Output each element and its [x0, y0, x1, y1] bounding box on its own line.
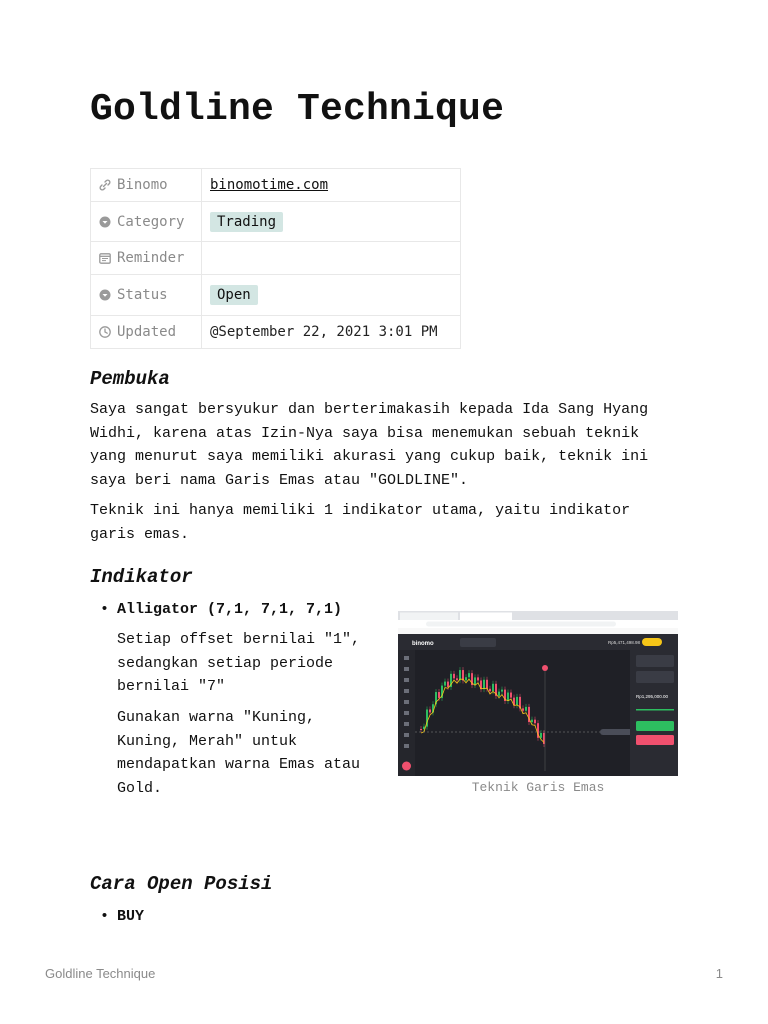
property-row-binomo [91, 169, 461, 202]
candle-body [429, 709, 431, 712]
info-bar [398, 628, 678, 634]
candle-body [498, 692, 500, 696]
paragraph-indikator-2: Gunakan warna "Kuning, Kuning, Merah" untuk mendapatkan warna Emas atau Gold. [117, 709, 361, 797]
property-key: Category [91, 202, 202, 242]
heading-cara-open-posisi: Cara Open Posisi [90, 873, 273, 895]
down-button [636, 735, 674, 745]
paragraph-pembuka-2: Teknik ini hanya memiliki 1 indikator utama, yaitu indikator garis emas. [90, 502, 631, 543]
calendar-icon [99, 252, 111, 264]
deposit-button [642, 638, 662, 646]
candle-body [531, 720, 533, 722]
balance-readout: Rp5,471,498.98 [608, 640, 641, 645]
candle-body [510, 693, 512, 698]
link-icon [99, 179, 111, 191]
payout-readout: Rp1,295,000.00 [636, 694, 669, 699]
footer-page-number: 1 [715, 966, 723, 981]
list-item [100, 908, 144, 925]
property-key: Reminder [91, 242, 202, 275]
candle-body [456, 678, 458, 680]
brand-logo: binomo [412, 641, 434, 647]
sidebar-icon [404, 711, 409, 715]
property-value[interactable] [202, 202, 461, 242]
candle-body [489, 689, 491, 691]
sidebar-badge [402, 762, 411, 771]
heading-pembuka: Pembuka [90, 368, 170, 390]
candle-body [534, 720, 536, 724]
candle-body [447, 682, 449, 687]
page-title: Goldline Technique [90, 88, 505, 131]
sidebar-icon [404, 700, 409, 704]
bullet-buy: BUY [117, 908, 145, 925]
sidebar-icon [404, 733, 409, 737]
candle-body [483, 680, 485, 689]
asset-selector [460, 638, 496, 647]
sidebar-icon [404, 656, 409, 660]
candle-body [525, 707, 527, 711]
property-key: Binomo [91, 169, 202, 202]
browser-tab [400, 613, 458, 621]
candle-body [516, 697, 518, 705]
time-input [636, 655, 674, 667]
property-key: Updated [91, 316, 202, 349]
up-button [636, 721, 674, 731]
chevron-down-circle-icon [99, 289, 111, 301]
properties-table [90, 168, 461, 349]
trading-screenshot [398, 611, 678, 776]
sidebar-icon [404, 722, 409, 726]
candle-body [507, 693, 509, 701]
candle-body [522, 708, 524, 710]
amount-input [636, 671, 674, 683]
property-row-updated [91, 316, 461, 349]
property-value[interactable] [202, 275, 461, 316]
price-tag [600, 729, 634, 735]
candle-body [540, 733, 542, 738]
footer-doc-title: Goldline Technique [45, 966, 156, 981]
address-bar [426, 622, 616, 627]
trade-panel [630, 650, 678, 776]
candle-body [465, 677, 467, 680]
list-item [100, 601, 342, 618]
property-key: Status [91, 275, 202, 316]
trading-screenshot-svg [398, 611, 678, 776]
expiry-marker [542, 665, 548, 671]
browser-tab-active [460, 613, 512, 621]
sidebar-icon [404, 689, 409, 693]
property-row-category [91, 202, 461, 242]
clock-icon [99, 326, 111, 338]
sidebar-icon [404, 678, 409, 682]
candle-body [474, 677, 476, 685]
candle-body [486, 680, 488, 689]
candle-body [477, 677, 479, 680]
sentiment-bar [636, 709, 674, 711]
status-tag[interactable]: Open [210, 285, 258, 305]
candle-body [468, 673, 470, 677]
sidebar-icon [404, 744, 409, 748]
candle-body [420, 729, 422, 730]
image-caption: Teknik Garis Emas [471, 780, 605, 795]
category-tag[interactable]: Trading [210, 212, 283, 232]
candle-body [492, 684, 494, 691]
sidebar-icon [404, 667, 409, 671]
property-value[interactable] [202, 242, 461, 275]
paragraph-indikator-1: Setiap offset bernilai "1", sedangkan setiap periode bernilai "7" [117, 631, 361, 695]
chevron-down-circle-icon [99, 216, 111, 228]
candle-body [501, 690, 503, 692]
candle-body [453, 674, 455, 678]
candle-body [459, 670, 461, 680]
binomo-link[interactable]: binomotime.com [210, 177, 329, 193]
sidebar-icons [404, 656, 409, 748]
bullet-dot: • [100, 601, 110, 618]
heading-indikator: Indikator [90, 566, 193, 588]
property-value: @September 22, 2021 3:01 PM [202, 316, 461, 349]
paragraph-pembuka-1: Saya sangat bersyukur dan berterimakasih kepada Ida Sang Hyang Widhi, karena atas Izin-Nya saya bisa menemukan sebuah teknik yang menurut saya memiliki akurasi yang cukup baik, teknik ini saya beri nama Garis Emas atau "GOLDLINE". [90, 401, 649, 489]
candle-body [444, 682, 446, 686]
property-row-reminder [91, 242, 461, 275]
candle-body [438, 692, 440, 698]
bullet-alligator: Alligator (7,1, 7,1, 7,1) [117, 601, 343, 618]
property-value[interactable] [202, 169, 461, 202]
bullet-dot: • [100, 908, 110, 925]
property-row-status [91, 275, 461, 316]
